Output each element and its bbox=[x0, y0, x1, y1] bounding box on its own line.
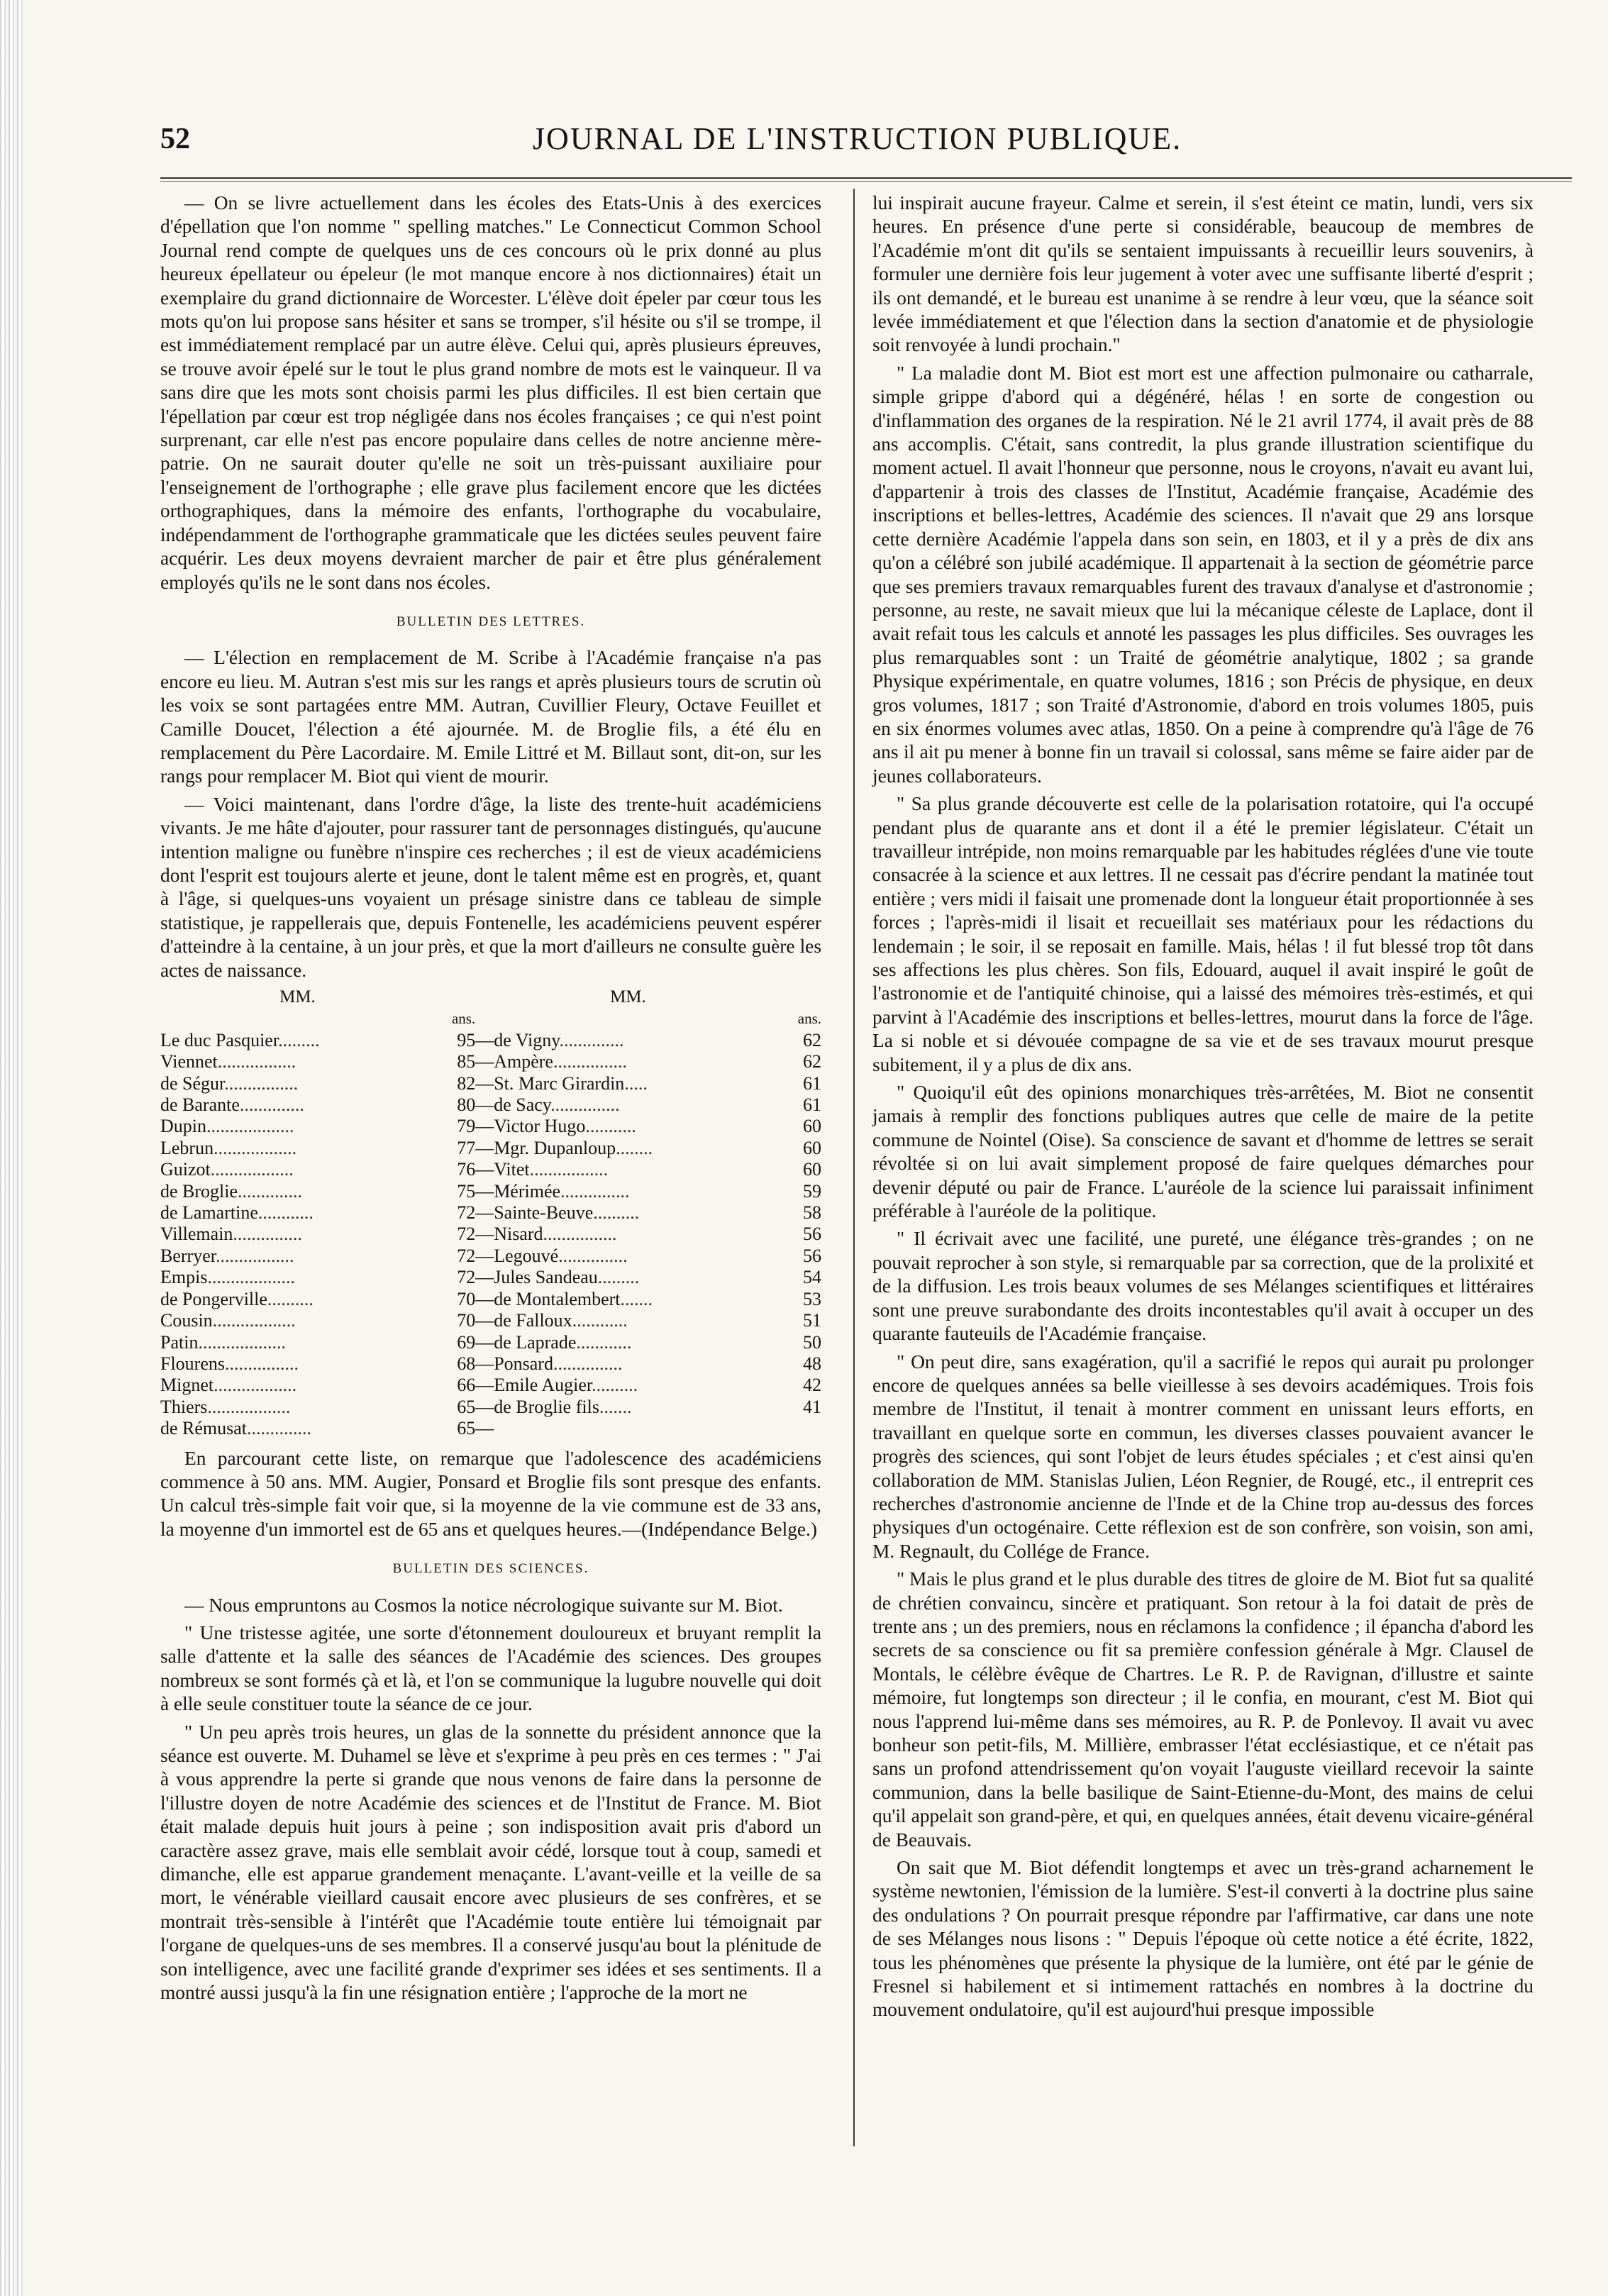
dash-separator: — bbox=[475, 1353, 494, 1374]
dot-leader: ............... bbox=[560, 1180, 630, 1202]
table-header-ans-right: ans. bbox=[797, 1010, 821, 1028]
academician-row bbox=[160, 1159, 821, 1180]
left-column bbox=[160, 192, 821, 2009]
dot-leader: ....... bbox=[599, 1396, 632, 1417]
dot-leader: ..... bbox=[624, 1072, 648, 1094]
academician-age-right: 41 bbox=[803, 1396, 821, 1417]
academician-age-right: 60 bbox=[803, 1137, 821, 1158]
academician-age-left: 95 bbox=[457, 1029, 476, 1050]
academician-age-left: 79 bbox=[457, 1116, 476, 1137]
academician-name-left-cell bbox=[160, 1332, 435, 1353]
academician-name-right-cell bbox=[475, 1030, 781, 1051]
academician-name-left: Berryer bbox=[160, 1245, 216, 1266]
academician-age-left: 80 bbox=[457, 1094, 476, 1116]
academician-age-left: 65 bbox=[457, 1418, 476, 1439]
academician-age-left: 66 bbox=[457, 1375, 476, 1396]
table-header-spacer bbox=[781, 987, 821, 1008]
dash-separator: — bbox=[475, 1224, 494, 1245]
academician-name-right-cell bbox=[475, 1353, 781, 1375]
paragraph-speech-continued: lui inspirait aucune frayeur. Calme et serein, il s'est éteint ce matin, lundi, vers six heures. En présence d'une perte si considérable, beaucoup de membres de l'Académie m'ont dit qu'ils se sentaient impuissants à recueillir leurs souvenirs, à formuler une dernière fois leur jugement à voter avec une suffisante liberté d'esprit ; ils ont demandé, et le bureau est unanime à se rendre à leur vœu, que la séance soit levée immédiatement et que l'élection dans la section d'anatomie et de physiologie soit renvoyée à lundi prochain." bbox=[872, 192, 1534, 356]
academician-age-left: 85 bbox=[457, 1051, 476, 1072]
table-subheader-row bbox=[160, 1008, 821, 1029]
dot-leader: ............... bbox=[233, 1224, 302, 1245]
table-subheader-spacer bbox=[160, 1008, 435, 1029]
academician-name-right: Mérimée bbox=[494, 1180, 561, 1202]
dash-separator: — bbox=[475, 1029, 494, 1050]
academician-age-right: 42 bbox=[803, 1375, 821, 1396]
dot-leader: .......... bbox=[593, 1202, 640, 1224]
table-subheader-spacer bbox=[475, 1008, 781, 1029]
academician-row bbox=[160, 1353, 821, 1375]
paragraph-christian-faith: " Mais le plus grand et le plus durable des titres de gloire de M. Biot fut sa qualité de chrétien convaincu, sincère et pratiquant. Son retour à la foi datait de près de trente ans ; un des premiers, nous en réclamons la confidence ; il épancha d'abord les secrets de sa conscience ou fit sa première confession générale à Mgr. Clausel de Montals, le célèbre évêque de Chartres. Le R. P. de Ravignan, d'illustre et sainte mémoire, fut longtemps son directeur ; il le confia, en mourant, c'est M. Biot qui nous l'apprend lui-même dans ses mémoires, au R. P. de Ponlevoy. Il avait vu avec bonheur son petit-fils, M. Millière, embrasser l'état ecclésiastique, et ce n'était pas sans un profond attendrissement qu'on voyait l'auguste vieillard recevoir la sainte communion, dans la belle basilique de Saint-Etienne-du-Mont, des mains de celui qu'il appelait son grand-père, et qui, en quelques années, était devenu vicaire-général de Beauvais. bbox=[872, 1568, 1534, 1851]
dot-leader: .................. bbox=[214, 1375, 297, 1396]
dash-separator: — bbox=[475, 1267, 494, 1288]
academician-name-right-cell bbox=[475, 1051, 781, 1072]
dash-separator: — bbox=[475, 1094, 494, 1116]
academician-name-right-cell bbox=[475, 1159, 781, 1180]
academician-name-left-cell bbox=[160, 1116, 435, 1137]
academician-name-left-cell bbox=[160, 1353, 435, 1375]
dash-separator: — bbox=[475, 1137, 494, 1158]
academician-age-left: 69 bbox=[457, 1331, 476, 1353]
academician-name-right: Nisard bbox=[494, 1224, 543, 1245]
dot-leader: .............. bbox=[559, 1029, 624, 1050]
academician-name-left-cell bbox=[160, 1224, 435, 1245]
dot-leader: ....... bbox=[620, 1288, 653, 1309]
academician-row bbox=[160, 1397, 821, 1418]
academician-age-left: 72 bbox=[457, 1224, 476, 1245]
academician-name-left: de Barante bbox=[160, 1094, 240, 1116]
academician-name-right-cell bbox=[475, 1094, 781, 1116]
academician-name-left: Dupin bbox=[160, 1116, 206, 1137]
academician-name-right-cell bbox=[475, 1246, 781, 1267]
academician-name-right: Jules Sandeau bbox=[494, 1267, 598, 1288]
paragraph-duhamel-speech: " Un peu après trois heures, un glas de la sonnette du président annonce que la séance est ouverte. M. Duhamel se lève et s'exprime à peu près en ces termes : " J'ai à vous apprendre la perte si grande que nous venons de faire dans la personne de l'illustre doyen de notre Académie des sciences et de l'Institut de France. M. Biot était malade depuis huit jours à peine ; son indisposition avait pris d'abord un caractère assez grave, mais elle semblait avoir cédé, lorsque tout à coup, samedi et dimanche, elle est apparue grandement menaçante. L'avant-veille et la veille de sa mort, le vénérable vieillard causait encore avec plusieurs de ses confrères, et se montrait très-sensible à l'intérêt que l'Académie toute entière lui témoignait par l'organe de quelques-uns de ses membres. Il a conservé jusqu'au bout la plénitude de son intelligence, avec une facilité grande d'exprimer ses idées et ses sentiments. Il a montré aussi jusqu'à la fin une résignation entière ; l'approche de la mort ne bbox=[160, 1721, 821, 2004]
academician-row bbox=[160, 1375, 821, 1396]
dash-separator: — bbox=[475, 1375, 494, 1396]
academician-age-right: 50 bbox=[803, 1331, 821, 1353]
dash-separator: — bbox=[475, 1159, 494, 1180]
dot-leader: .............. bbox=[239, 1094, 304, 1116]
academician-name-left: Flourens bbox=[160, 1353, 225, 1374]
academician-row bbox=[160, 1224, 821, 1245]
paragraph-newtonian-system: On sait que M. Biot défendit longtemps et avec un très-grand acharnement le système newtonien, l'émission de la lumière. S'est-il converti à la doctrine plus saine des ondulations ? On pourrait presque répondre par l'affirmative, car dans une note de ses Mélanges nous lisons : " Depuis l'époque où cette notice a été écrite, 1822, tous les phénomènes que présente la physique de la lumière, ont été par le génie de Fresnel si habilement et si intimement rattachés en nombres à la doctrine du mouvement ondulatoire, qu'il est aujourd'hui presque impossible bbox=[872, 1857, 1534, 2021]
academician-name-right: de Sacy bbox=[494, 1094, 551, 1116]
academician-name-left-cell bbox=[160, 1202, 435, 1224]
academician-age-left: 76 bbox=[457, 1159, 476, 1180]
academician-name-left-cell bbox=[160, 1073, 435, 1094]
page-number: 52 bbox=[160, 123, 190, 155]
dot-leader: ......... bbox=[597, 1267, 640, 1288]
academician-age-right: 60 bbox=[803, 1116, 821, 1137]
academician-name-right: Mgr. Dupanloup bbox=[494, 1137, 616, 1158]
academician-name-left-cell bbox=[160, 1418, 435, 1439]
journal-title: JOURNAL DE L'INSTRUCTION PUBLIQUE. bbox=[532, 121, 1182, 156]
academician-name-left: de Rémusat bbox=[160, 1418, 248, 1439]
right-column bbox=[872, 192, 1534, 2026]
table-header-mm-left: MM. bbox=[279, 987, 316, 1006]
dot-leader: ................ bbox=[553, 1051, 627, 1072]
dot-leader: ............... bbox=[553, 1353, 623, 1374]
dot-leader: ......... bbox=[278, 1029, 320, 1050]
academician-name-left: Lebrun bbox=[160, 1137, 214, 1158]
academician-age-left: 68 bbox=[457, 1353, 476, 1374]
academician-name-right-cell bbox=[475, 1116, 781, 1137]
dash-separator: — bbox=[475, 1396, 494, 1417]
academician-name-right: de Laprade bbox=[494, 1331, 577, 1353]
dot-leader: .......... bbox=[267, 1288, 314, 1309]
academician-age-left: 72 bbox=[457, 1245, 476, 1266]
academician-age-left: 82 bbox=[457, 1072, 476, 1094]
academician-name-left-cell bbox=[160, 1267, 435, 1288]
academician-name-right-cell bbox=[475, 1138, 781, 1159]
academician-row bbox=[160, 1138, 821, 1159]
academician-name-right-cell bbox=[475, 1181, 781, 1202]
dot-leader: ............... bbox=[550, 1094, 620, 1116]
academician-age-right: 56 bbox=[803, 1224, 821, 1245]
academician-name-right: de Falloux bbox=[494, 1310, 572, 1331]
academician-age-left: 65 bbox=[457, 1396, 476, 1417]
academician-name-right-cell bbox=[475, 1073, 781, 1094]
academician-row bbox=[160, 1030, 821, 1051]
academician-row bbox=[160, 1332, 821, 1353]
academician-name-left-cell bbox=[160, 1030, 435, 1051]
dot-leader: ................ bbox=[543, 1224, 617, 1245]
academician-name-left-cell bbox=[160, 1289, 435, 1310]
academician-age-right: 58 bbox=[803, 1202, 821, 1224]
academician-name-right-cell bbox=[475, 1332, 781, 1353]
section-heading-sciences: BULLETIN DES SCIENCES. bbox=[392, 1561, 589, 1577]
academician-age-right: 62 bbox=[803, 1051, 821, 1072]
paragraph-academy-sadness: " Une tristesse agitée, une sorte d'étonnement douloureux et bruyant remplit la salle d'attente et la salle des séances de l'Académie des sciences. Des groupes nombreux se sont formés çà et là, et l'on se communique la lugubre nouvelle qui doit à elle seule constituer toute la séance de ce jour. bbox=[160, 1621, 821, 1715]
dash-separator: — bbox=[475, 1310, 494, 1331]
academician-name-left: Mignet bbox=[160, 1375, 214, 1396]
table-header-row bbox=[160, 987, 821, 1008]
paragraph-election: — L'élection en remplacement de M. Scribe à l'Académie française n'a pas encore eu lieu. M. Autran s'est mis sur les rangs et après plusieurs tours de scrutin où les voix se sont partagées entre MM. Autran, Cuvillier Fleury, Octave Feuillet et Camille Doucet, l'élection a été ajournée. M. de Broglie fils, a été élu en remplacement du Père Lacordaire. M. Emile Littré et M. Billaut sont, dit-on, sur les rangs pour remplacer M. Biot qui vient de mourir. bbox=[160, 647, 821, 787]
dot-leader: .................. bbox=[214, 1137, 297, 1158]
dot-leader: .................. bbox=[210, 1159, 294, 1180]
academician-name-right-cell bbox=[475, 1418, 781, 1439]
academician-name-right-cell bbox=[475, 1310, 781, 1331]
dot-leader: .............. bbox=[238, 1180, 303, 1202]
table-header-spacer bbox=[435, 987, 475, 1008]
academician-name-right: Sainte-Beuve bbox=[494, 1202, 594, 1224]
paragraph-polarisation: " Sa plus grande découverte est celle de la polarisation rotatoire, qui l'a occupé pendant plus de quarante ans et dont il a été le premier législateur. C'était un travailleur intrépide, non moins remarquable par les habitudes réglées d'une vie toute consacrée à la science et aux lettres. Il ne cessait pas d'écrire pendant la matinée tout entière ; vers midi il faisait une promenade dont la longueur était proportionnée à ses forces ; l'après-midi il lisait et recueillait ses matériaux pour les rédactions du lendemain ; le soir, il se reposait en famille. Mais, hélas ! il fut blessé trop tôt dans ses affections les plus chères. Son fils, Edouard, auquel il avait inspiré le goût de l'astronomie et de l'antiquité chinoise, qui a laissé des mémoires très-estimés, et qui parvint à l'Académie des inscriptions et belles-lettres, mourut dans la force de l'âge. La si noble et si dévouée compagne de sa vie et de ses travaux mourut presque subitement, il y a plus de dix ans. bbox=[872, 793, 1534, 1075]
academician-name-right: Legouvé bbox=[494, 1245, 559, 1266]
academician-name-right-cell bbox=[475, 1224, 781, 1245]
header-rule bbox=[160, 177, 1572, 182]
academician-name-right: Vitet bbox=[494, 1159, 530, 1180]
academician-name-right: Victor Hugo bbox=[494, 1116, 586, 1137]
dot-leader: .................. bbox=[212, 1310, 296, 1331]
academician-age-right: 59 bbox=[803, 1180, 821, 1202]
dot-leader: ............ bbox=[576, 1331, 632, 1353]
academician-name-left-cell bbox=[160, 1375, 435, 1396]
paragraph-cosmos-intro: — Nous empruntons au Cosmos la notice nécrologique suivante sur M. Biot. bbox=[184, 1594, 783, 1616]
academician-row bbox=[160, 1246, 821, 1267]
dash-separator: — bbox=[475, 1202, 494, 1224]
academician-age-right: 61 bbox=[803, 1094, 821, 1116]
dash-separator: — bbox=[475, 1245, 494, 1266]
dot-leader: ................ bbox=[224, 1072, 299, 1094]
academician-name-left-cell bbox=[160, 1310, 435, 1331]
academician-name-left: Villemain bbox=[160, 1224, 233, 1245]
academician-name-left-cell bbox=[160, 1397, 435, 1418]
academician-age-left: 77 bbox=[457, 1137, 476, 1158]
paragraph-spelling: — On se livre actuellement dans les écoles des Etats-Unis à des exercices d'épellation que l'on nomme " spelling matches." Le Connecticut Common School Journal rend compte de quelques uns de ces concours où le prix donné au plus heureux épellateur ou épeleur (le mot manque encore à nos dictionnaires) était un exemplaire du grand dictionnaire de Worcester. L'élève doit épeler par cœur tous les mots qu'on lui propose sans hésiter et sans se tromper, s'il hésite ou s'il se trompe, il est immédiatement remplacé par un autre élève. Celui qui, après plusieurs épreuves, se trouve avoir épelé sur le tout le plus grand nombre de mots est le vainqueur. Il va sans dire que les mots sont choisis parmi les plus difficiles. Il est bien certain que l'épellation par cœur est trop négligée dans nos écoles françaises ; ce qui n'est point surprenant, car elle n'est pas encore populaire dans celles de notre ancienne mère-patrie. On ne saurait douter qu'elle ne soit un très-puissant auxiliaire pour l'enseignement de l'orthographe ; elle grave plus facilement encore que les dictées orthographiques, dans la mémoire des enfants, l'orthographe du vocabulaire, indépendamment de l'orthographe grammaticale que les dictées seules peuvent faire acquérir. Les deux moyens devraient marcher de pair et être plus généralement employés qu'ils ne le sont dans nos écoles. bbox=[160, 192, 821, 593]
academician-age-left: 70 bbox=[457, 1310, 476, 1331]
academician-name-right: Ampère bbox=[494, 1051, 553, 1072]
academician-name-right-cell bbox=[475, 1267, 781, 1288]
academician-age-right: 56 bbox=[803, 1245, 821, 1266]
academician-row bbox=[160, 1181, 821, 1202]
section-heading-lettres: BULLETIN DES LETTRES. bbox=[396, 614, 586, 629]
academician-name-left-cell bbox=[160, 1094, 435, 1116]
academician-name-left: Guizot bbox=[160, 1159, 211, 1180]
academician-name-left: Empis bbox=[160, 1267, 208, 1288]
paragraph-biot-illness: " La maladie dont M. Biot est mort est une affection pulmonaire ou catharrale, simple grippe d'abord qui a dégénéré, hélas ! en sorte de congestion ou d'inflammation des organes de la respiration. Né le 21 avril 1774, il avait près de 88 ans accomplis. C'était, sans contredit, la plus grande illustration scientifique du moment actuel. Il avait l'honneur que personne, nous le croyons, n'avait eu avant lui, d'appartenir à trois des classes de l'Institut, Académie française, Académie des inscriptions et belles-lettres, Académie des sciences. Il n'avait que 29 ans lorsque cette dernière Académie l'appela dans son sein, en 1803, et il y a près de dix ans qu'on a célébré son jubilé académique. Il appartenait à la section de géométrie parce que ses premiers travaux remarquables furent des travaux d'analyse et d'astronomie ; personne, au reste, ne savait mieux que lui la mécanique céleste de Laplace, dont il avait refait tous les calculs et annoté les passages les plus difficiles. Ses ouvrages les plus remarquables sont : un Traité de géométrie analytique, 1802 ; sa grande Physique expérimentale, en quatre volumes, 1816 ; son Précis de physique, en deux gros volumes, 1817 ; son Traité d'Astronomie, d'abord en trois volumes 1805, puis en six énormes volumes avec atlas, 1850. On a peine à comprendre qu'à l'âge de 76 ans il ait pu mener à bonne fin un travail si colossal, sans même se faire aider par de jeunes collaborateurs. bbox=[872, 362, 1534, 787]
dot-leader: ............... bbox=[558, 1245, 628, 1266]
academician-row bbox=[160, 1310, 821, 1331]
paragraph-academic-duties: " On peut dire, sans exagération, qu'il a sacrifié le repos qui aurait pu prolonger encore de quelques années sa belle vieillesse à ses devoirs académiques. Trois fois membre de l'Institut, il tenait à montrer comment en unissant leurs efforts, en travaillant en quelque sorte en commun, les diverses classes pouvaient avancer le progrès des sciences, qui sont l'objet de leurs études spéciales ; et c'est ainsi qu'en collaboration de MM. Stanislas Julien, Léon Regnier, de Rougé, etc., il entreprit ces recherches d'astronomie ancienne de l'Inde et de la Chine trop au-dessus des forces physiques d'un octogénaire. Cette réflexion est de son confrère, son voisin, son ami, M. Regnault, du Collége de France. bbox=[872, 1351, 1534, 1562]
academician-age-right: 62 bbox=[803, 1029, 821, 1050]
academician-name-left: de Pongerville bbox=[160, 1288, 267, 1309]
dash-separator: — bbox=[475, 1288, 494, 1309]
academician-name-right: Ponsard bbox=[494, 1353, 553, 1374]
academician-age-left: 72 bbox=[457, 1267, 476, 1288]
academician-age-right: 53 bbox=[803, 1288, 821, 1309]
academician-age-left: 72 bbox=[457, 1202, 476, 1224]
dash-separator: — bbox=[475, 1051, 494, 1072]
dash-separator: — bbox=[475, 1116, 494, 1137]
academician-name-left: Viennet bbox=[160, 1051, 218, 1072]
dot-leader: ................ bbox=[225, 1353, 299, 1374]
academician-name-right: de Montalembert bbox=[494, 1288, 621, 1309]
academician-row bbox=[160, 1094, 821, 1116]
paragraph-list-commentary: En parcourant cette liste, on remarque que l'adolescence des académiciens commence à 50 ans. MM. Augier, Ponsard et Broglie fils sont presque des enfants. Un calcul très-simple fait voir que, si la moyenne de la vie commune est de 33 ans, la moyenne d'un immortel est de 65 ans et quelques heures.—(Indépendance Belge.) bbox=[160, 1447, 821, 1540]
academician-age-left: 70 bbox=[457, 1288, 476, 1309]
academician-age-left: 75 bbox=[457, 1180, 476, 1202]
academician-name-right-cell bbox=[475, 1202, 781, 1224]
academician-row bbox=[160, 1267, 821, 1288]
paragraph-political-opinions: " Quoiqu'il eût des opinions monarchiques très-arrêtées, M. Biot ne consentit jamais à remplir des fonctions publiques autres que celle de maire de la petite commune de Nointel (Oise). Sa conscience de savant et d'homme de lettres se serait révoltée si on lui avait simplement proposé de faire quelques démarches pour devenir député ou pair de France. L'auréole de la science lui paraissait infiniment préférable à l'auréole de la politique. bbox=[872, 1082, 1534, 1222]
table-header-mm-right: MM. bbox=[610, 987, 646, 1006]
dot-leader: ................... bbox=[207, 1267, 295, 1288]
page-binding-edge bbox=[0, 0, 26, 2296]
academician-name-right: de Broglie fils bbox=[494, 1396, 599, 1417]
academician-age-right: 54 bbox=[803, 1267, 821, 1288]
dot-leader: ............ bbox=[257, 1202, 314, 1224]
academician-name-left: Le duc Pasquier bbox=[160, 1029, 279, 1050]
dot-leader: .............. bbox=[247, 1418, 312, 1439]
paragraph-writing-style: " Il écrivait avec une facilité, une pureté, une élégance très-grandes ; on ne pouvait reprocher à son style, si remarquable par sa correction, que de la prolixité et de la diffusion. Les trois beaux volumes de ses Mélanges scientifiques et littéraires sont une preuve surabondante des droits incontestables qu'il avait à occuper un des quarante fauteuils de l'Académie française. bbox=[872, 1228, 1534, 1345]
dot-leader: ................... bbox=[198, 1331, 286, 1353]
column-divider bbox=[853, 189, 855, 2146]
dot-leader: ................. bbox=[529, 1159, 609, 1180]
academician-name-left-cell bbox=[160, 1159, 435, 1180]
academician-row bbox=[160, 1073, 821, 1094]
academician-age-right: 51 bbox=[803, 1310, 821, 1331]
academician-name-right: de Vigny bbox=[494, 1029, 560, 1050]
dot-leader: ........ bbox=[616, 1137, 653, 1158]
dot-leader: ........... bbox=[585, 1116, 636, 1137]
dot-leader: .......... bbox=[592, 1375, 638, 1396]
academician-name-right-cell bbox=[475, 1397, 781, 1418]
table-header-ans-left: ans. bbox=[451, 1010, 476, 1028]
academician-name-left: Patin bbox=[160, 1331, 199, 1353]
dash-separator: — bbox=[475, 1072, 494, 1094]
academician-age-right: 48 bbox=[803, 1353, 821, 1374]
dot-leader: ................. bbox=[215, 1245, 294, 1266]
academician-row bbox=[160, 1051, 821, 1072]
academicians-table bbox=[160, 987, 821, 1440]
academician-name-left-cell bbox=[160, 1138, 435, 1159]
academician-name-right: Emile Augier bbox=[494, 1375, 592, 1396]
dot-leader: ................... bbox=[206, 1116, 294, 1137]
dot-leader: .................. bbox=[207, 1396, 291, 1417]
dot-leader: ................. bbox=[217, 1051, 296, 1072]
academician-name-right-cell bbox=[475, 1289, 781, 1310]
academician-age-right bbox=[781, 1418, 821, 1439]
academician-name-right-cell bbox=[475, 1375, 781, 1396]
paragraph-academicians-intro: — Voici maintenant, dans l'ordre d'âge, la liste des trente-huit académiciens vivants. Je me hâte d'ajouter, pour rassurer tant de personnages distingués, qu'aucune intention maligne ou funèbre n'inspire ces recherches ; il est de vieux académiciens dont l'esprit est toujours alerte et jeune, dont le talent même est en progrès, et, quant à l'âge, si quelques-uns voyaient un présage sinistre dans ce tableau de simple statistique, je rappellerais que, depuis Fontenelle, les académiciens peuvent espérer d'atteindre à la centaine, à un jour près, et que la mort d'ailleurs ne consulte guère les actes de naissance. bbox=[160, 793, 821, 981]
academician-name-left: Thiers bbox=[160, 1396, 208, 1417]
academician-name-left: de Broglie bbox=[160, 1180, 238, 1202]
dot-leader: ............ bbox=[572, 1310, 628, 1331]
academician-row bbox=[160, 1202, 821, 1224]
academician-name-left-cell bbox=[160, 1181, 435, 1202]
academician-age-right: 61 bbox=[803, 1072, 821, 1094]
academician-row bbox=[160, 1289, 821, 1310]
academician-name-left: de Lamartine bbox=[160, 1202, 258, 1224]
academician-name-left: de Ségur bbox=[160, 1072, 225, 1094]
academician-name-left-cell bbox=[160, 1051, 435, 1072]
academician-name-left-cell bbox=[160, 1246, 435, 1267]
academician-name-left: Cousin bbox=[160, 1310, 213, 1331]
dash-separator: — bbox=[475, 1418, 494, 1439]
dash-separator: — bbox=[475, 1331, 494, 1353]
dash-separator: — bbox=[475, 1180, 494, 1202]
academician-name-right: St. Marc Girardin bbox=[494, 1072, 625, 1094]
academician-row bbox=[160, 1418, 821, 1439]
academician-age-right: 60 bbox=[803, 1159, 821, 1180]
academician-row bbox=[160, 1116, 821, 1137]
